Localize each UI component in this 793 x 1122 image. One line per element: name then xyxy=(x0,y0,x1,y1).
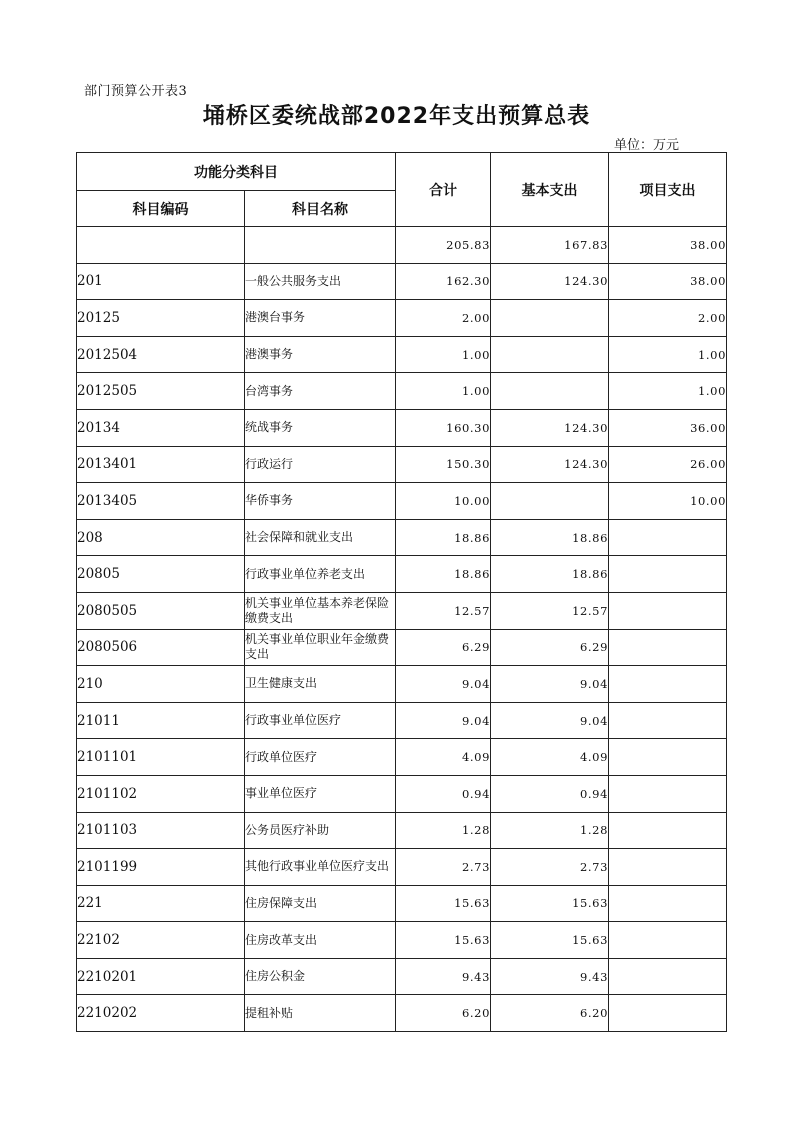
total-cell: 6.29 xyxy=(396,629,491,666)
subject-name-cell: 公务员医疗补助 xyxy=(245,812,396,849)
project-cell xyxy=(609,812,727,849)
total-cell: 15.63 xyxy=(396,922,491,959)
basic-cell: 124.30 xyxy=(491,263,609,300)
table-row xyxy=(77,263,727,300)
table-row xyxy=(77,409,727,446)
subject-name-cell xyxy=(245,227,396,264)
basic-cell: 2.73 xyxy=(491,849,609,886)
table-row xyxy=(77,812,727,849)
table-row xyxy=(77,227,727,264)
subject-code-cell: 210 xyxy=(77,666,245,703)
table-row xyxy=(77,922,727,959)
project-cell xyxy=(609,556,727,593)
budget-table xyxy=(76,152,727,1032)
basic-cell: 15.63 xyxy=(491,922,609,959)
document-title: 埇桥区委统战部2022年支出预算总表 xyxy=(202,104,591,129)
subject-code-cell: 21011 xyxy=(77,702,245,739)
table-row xyxy=(77,885,727,922)
table-row xyxy=(77,483,727,520)
subject-code-cell: 2013405 xyxy=(77,483,245,520)
table-row xyxy=(77,995,727,1032)
subject-name-cell: 行政运行 xyxy=(245,446,396,483)
total-cell: 1.00 xyxy=(396,373,491,410)
table-row xyxy=(77,556,727,593)
header-subject-name: 科目名称 xyxy=(245,191,396,227)
total-cell: 1.28 xyxy=(396,812,491,849)
table-row xyxy=(77,702,727,739)
subject-code-cell: 2101103 xyxy=(77,812,245,849)
total-cell: 160.30 xyxy=(396,409,491,446)
subject-code-cell: 22102 xyxy=(77,922,245,959)
total-cell: 205.83 xyxy=(396,227,491,264)
project-cell xyxy=(609,666,727,703)
table-row xyxy=(77,592,727,629)
total-cell: 6.20 xyxy=(396,995,491,1032)
project-cell: 36.00 xyxy=(609,409,727,446)
total-cell: 2.00 xyxy=(396,300,491,337)
subject-name-cell: 港澳事务 xyxy=(245,336,396,373)
subject-name-cell: 机关事业单位职业年金缴费支出 xyxy=(245,629,396,666)
subject-name-cell: 提租补贴 xyxy=(245,995,396,1032)
basic-cell: 6.29 xyxy=(491,629,609,666)
subject-code-cell: 2101102 xyxy=(77,775,245,812)
basic-cell: 167.83 xyxy=(491,227,609,264)
basic-cell: 9.04 xyxy=(491,666,609,703)
subject-name-cell: 社会保障和就业支出 xyxy=(245,519,396,556)
subject-code-cell: 201 xyxy=(77,263,245,300)
total-cell: 4.09 xyxy=(396,739,491,776)
basic-cell xyxy=(491,300,609,337)
table-row xyxy=(77,775,727,812)
basic-cell: 15.63 xyxy=(491,885,609,922)
table-row xyxy=(77,739,727,776)
total-cell: 18.86 xyxy=(396,556,491,593)
subject-code-cell: 20805 xyxy=(77,556,245,593)
header-project-expenditure: 项目支出 xyxy=(609,153,727,227)
subject-name-cell: 事业单位医疗 xyxy=(245,775,396,812)
total-cell: 9.04 xyxy=(396,702,491,739)
table-row xyxy=(77,666,727,703)
total-cell: 18.86 xyxy=(396,519,491,556)
basic-cell: 12.57 xyxy=(491,592,609,629)
total-cell: 12.57 xyxy=(396,592,491,629)
subject-code-cell: 2013401 xyxy=(77,446,245,483)
subject-code-cell: 2210202 xyxy=(77,995,245,1032)
subject-name-cell: 统战事务 xyxy=(245,409,396,446)
project-cell xyxy=(609,592,727,629)
project-cell: 1.00 xyxy=(609,373,727,410)
project-cell: 2.00 xyxy=(609,300,727,337)
subject-code-cell: 2080505 xyxy=(77,592,245,629)
project-cell: 26.00 xyxy=(609,446,727,483)
project-cell xyxy=(609,922,727,959)
project-cell: 38.00 xyxy=(609,263,727,300)
table-row xyxy=(77,446,727,483)
basic-cell: 124.30 xyxy=(491,409,609,446)
total-cell: 9.04 xyxy=(396,666,491,703)
project-cell xyxy=(609,849,727,886)
project-cell: 1.00 xyxy=(609,336,727,373)
subject-code-cell: 2210201 xyxy=(77,958,245,995)
total-cell: 162.30 xyxy=(396,263,491,300)
subject-code-cell: 2012505 xyxy=(77,373,245,410)
table-row xyxy=(77,336,727,373)
subject-name-cell: 卫生健康支出 xyxy=(245,666,396,703)
subject-code-cell: 221 xyxy=(77,885,245,922)
subject-name-cell: 行政事业单位医疗 xyxy=(245,702,396,739)
header-total: 合计 xyxy=(396,153,491,227)
basic-cell: 6.20 xyxy=(491,995,609,1032)
table-row xyxy=(77,629,727,666)
subject-code-cell: 2012504 xyxy=(77,336,245,373)
basic-cell: 9.43 xyxy=(491,958,609,995)
table-row xyxy=(77,519,727,556)
subject-code-cell: 208 xyxy=(77,519,245,556)
subject-name-cell: 港澳台事务 xyxy=(245,300,396,337)
total-cell: 0.94 xyxy=(396,775,491,812)
subject-code-cell xyxy=(77,227,245,264)
total-cell: 1.00 xyxy=(396,336,491,373)
project-cell xyxy=(609,629,727,666)
header-basic-expenditure: 基本支出 xyxy=(491,153,609,227)
project-cell: 10.00 xyxy=(609,483,727,520)
project-cell xyxy=(609,958,727,995)
project-cell xyxy=(609,519,727,556)
basic-cell: 9.04 xyxy=(491,702,609,739)
basic-cell: 4.09 xyxy=(491,739,609,776)
subject-name-cell: 机关事业单位基本养老保险缴费支出 xyxy=(245,592,396,629)
basic-cell: 124.30 xyxy=(491,446,609,483)
total-cell: 150.30 xyxy=(396,446,491,483)
total-cell: 2.73 xyxy=(396,849,491,886)
project-cell: 38.00 xyxy=(609,227,727,264)
basic-cell: 18.86 xyxy=(491,556,609,593)
total-cell: 9.43 xyxy=(396,958,491,995)
subject-name-cell: 其他行政事业单位医疗支出 xyxy=(245,849,396,886)
subject-code-cell: 20134 xyxy=(77,409,245,446)
table-number-label: 部门预算公开表3 xyxy=(84,84,188,99)
total-cell: 15.63 xyxy=(396,885,491,922)
basic-cell xyxy=(491,336,609,373)
subject-name-cell: 行政单位医疗 xyxy=(245,739,396,776)
subject-code-cell: 2080506 xyxy=(77,629,245,666)
table-row xyxy=(77,958,727,995)
table-row xyxy=(77,373,727,410)
unit-label: 单位：万元 xyxy=(614,138,680,153)
subject-name-cell: 台湾事务 xyxy=(245,373,396,410)
basic-cell xyxy=(491,483,609,520)
project-cell xyxy=(609,775,727,812)
subject-name-cell: 一般公共服务支出 xyxy=(245,263,396,300)
basic-cell xyxy=(491,373,609,410)
project-cell xyxy=(609,995,727,1032)
project-cell xyxy=(609,702,727,739)
subject-name-cell: 住房公积金 xyxy=(245,958,396,995)
header-subject-code: 科目编码 xyxy=(77,191,245,227)
subject-name-cell: 华侨事务 xyxy=(245,483,396,520)
subject-code-cell: 2101101 xyxy=(77,739,245,776)
basic-cell: 0.94 xyxy=(491,775,609,812)
subject-code-cell: 2101199 xyxy=(77,849,245,886)
subject-name-cell: 行政事业单位养老支出 xyxy=(245,556,396,593)
table-row xyxy=(77,849,727,886)
subject-name-cell: 住房改革支出 xyxy=(245,922,396,959)
basic-cell: 1.28 xyxy=(491,812,609,849)
basic-cell: 18.86 xyxy=(491,519,609,556)
project-cell xyxy=(609,885,727,922)
header-function-category: 功能分类科目 xyxy=(77,153,396,191)
total-cell: 10.00 xyxy=(396,483,491,520)
project-cell xyxy=(609,739,727,776)
table-row xyxy=(77,300,727,337)
subject-name-cell: 住房保障支出 xyxy=(245,885,396,922)
subject-code-cell: 20125 xyxy=(77,300,245,337)
